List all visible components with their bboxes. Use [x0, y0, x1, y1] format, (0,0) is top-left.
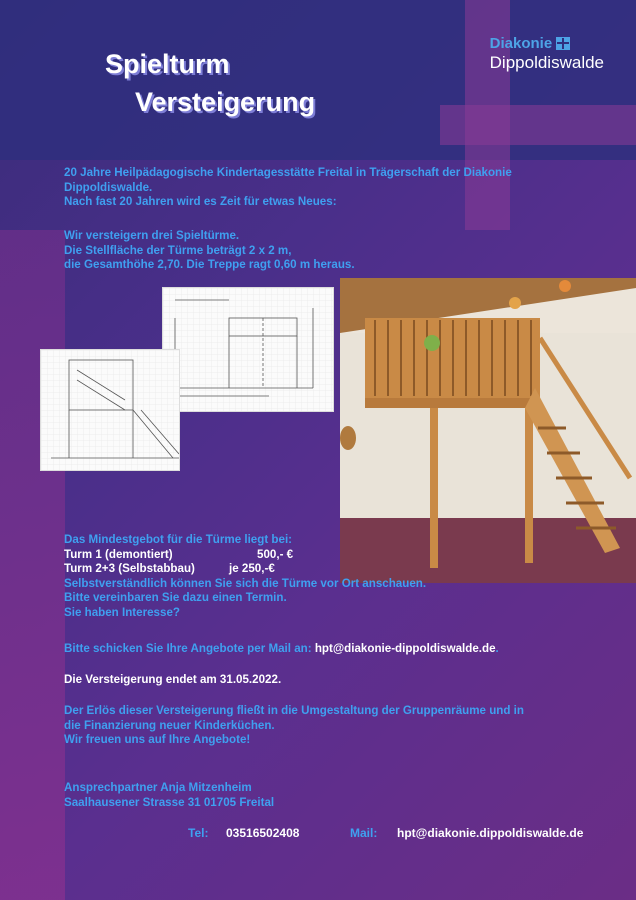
title-line-2: Versteigerung	[135, 87, 316, 117]
pricing-heading: Das Mindestgebot für die Türme liegt bei:	[64, 533, 293, 546]
contact-person: Ansprechpartner Anja Mitzenheim	[64, 781, 252, 794]
contact-block	[64, 781, 274, 810]
pricing-visit-line: Selbstverständlich können Sie sich die Türme vor Ort anschauen.	[64, 576, 427, 590]
footer-mail-label: Mail:	[350, 826, 378, 840]
footer-tel-value[interactable]: 03516502408	[226, 826, 300, 840]
price-item-value: 500,- €	[257, 547, 294, 561]
intro-text	[64, 166, 604, 210]
sketch-drawing-1	[163, 288, 333, 411]
pricing-appointment-line: Bitte vereinbaren Sie dazu einen Termin.	[64, 591, 287, 604]
price-item-name: Turm 2+3 (Selbstabbau)	[64, 562, 195, 575]
description-line-2: Die Stellfläche der Türme beträgt 2 x 2 m,	[64, 243, 292, 257]
mail-request-text: Bitte schicken Sie Ihre Angebote per Mail an:	[64, 642, 315, 655]
diakonie-logo	[490, 35, 604, 73]
price-item-value: je 250,-€	[229, 562, 275, 575]
price-item-name: Turm 1 (demontiert)	[64, 547, 173, 561]
price-row	[64, 562, 426, 577]
diakonie-cross-icon	[556, 37, 570, 50]
footer-mail-value[interactable]: hpt@diakonie.dippoldiswalde.de	[397, 826, 584, 840]
proceeds-line-1: Der Erlös dieser Versteigerung fließt in die Umgestaltung der Gruppenräume und in	[64, 704, 524, 717]
logo-city-text: Dippoldiswalde	[489, 53, 604, 72]
pricing-section	[64, 533, 426, 620]
intro-line-1: 20 Jahre Heilpädagogische Kindertagesstätte Freital in Trägerschaft der Diakonie	[64, 166, 512, 179]
mail-request-suffix: .	[495, 642, 499, 655]
sketch-drawing-2	[41, 350, 179, 470]
logo-brand-text: Diakonie	[489, 35, 553, 52]
contact-address: Saalhausener Strasse 31 01705 Freital	[64, 795, 275, 809]
decor-horizontal-bar	[440, 105, 636, 145]
description-line-3: die Gesamthöhe 2,70. Die Treppe ragt 0,60 m heraus.	[64, 258, 355, 271]
price-row	[64, 548, 426, 563]
mail-request-email[interactable]: hpt@diakonie-dippoldiswalde.de	[314, 642, 496, 655]
end-date: Die Versteigerung endet am 31.05.2022.	[64, 673, 282, 686]
description-text	[64, 229, 355, 273]
title-line-1: Spielturm	[105, 49, 230, 79]
tower-sketch-front	[40, 349, 180, 471]
proceeds-line-2: die Finanzierung neuer Kinderküchen.	[64, 718, 275, 732]
footer-contact	[188, 826, 583, 840]
decor-left-band	[0, 230, 65, 900]
mail-request	[64, 642, 499, 657]
proceeds-text	[64, 704, 614, 748]
description-line-1: Wir versteigern drei Spieltürme.	[64, 229, 240, 242]
tower-sketch-side	[162, 287, 334, 412]
proceeds-line-3: Wir freuen uns auf Ihre Angebote!	[64, 733, 251, 746]
pricing-interest-line: Sie haben Interesse?	[64, 605, 180, 619]
intro-line-3: Nach fast 20 Jahren wird es Zeit für etwas Neues:	[64, 195, 337, 208]
footer-tel-label: Tel:	[188, 826, 209, 840]
intro-line-2: Dippoldiswalde.	[64, 180, 153, 194]
